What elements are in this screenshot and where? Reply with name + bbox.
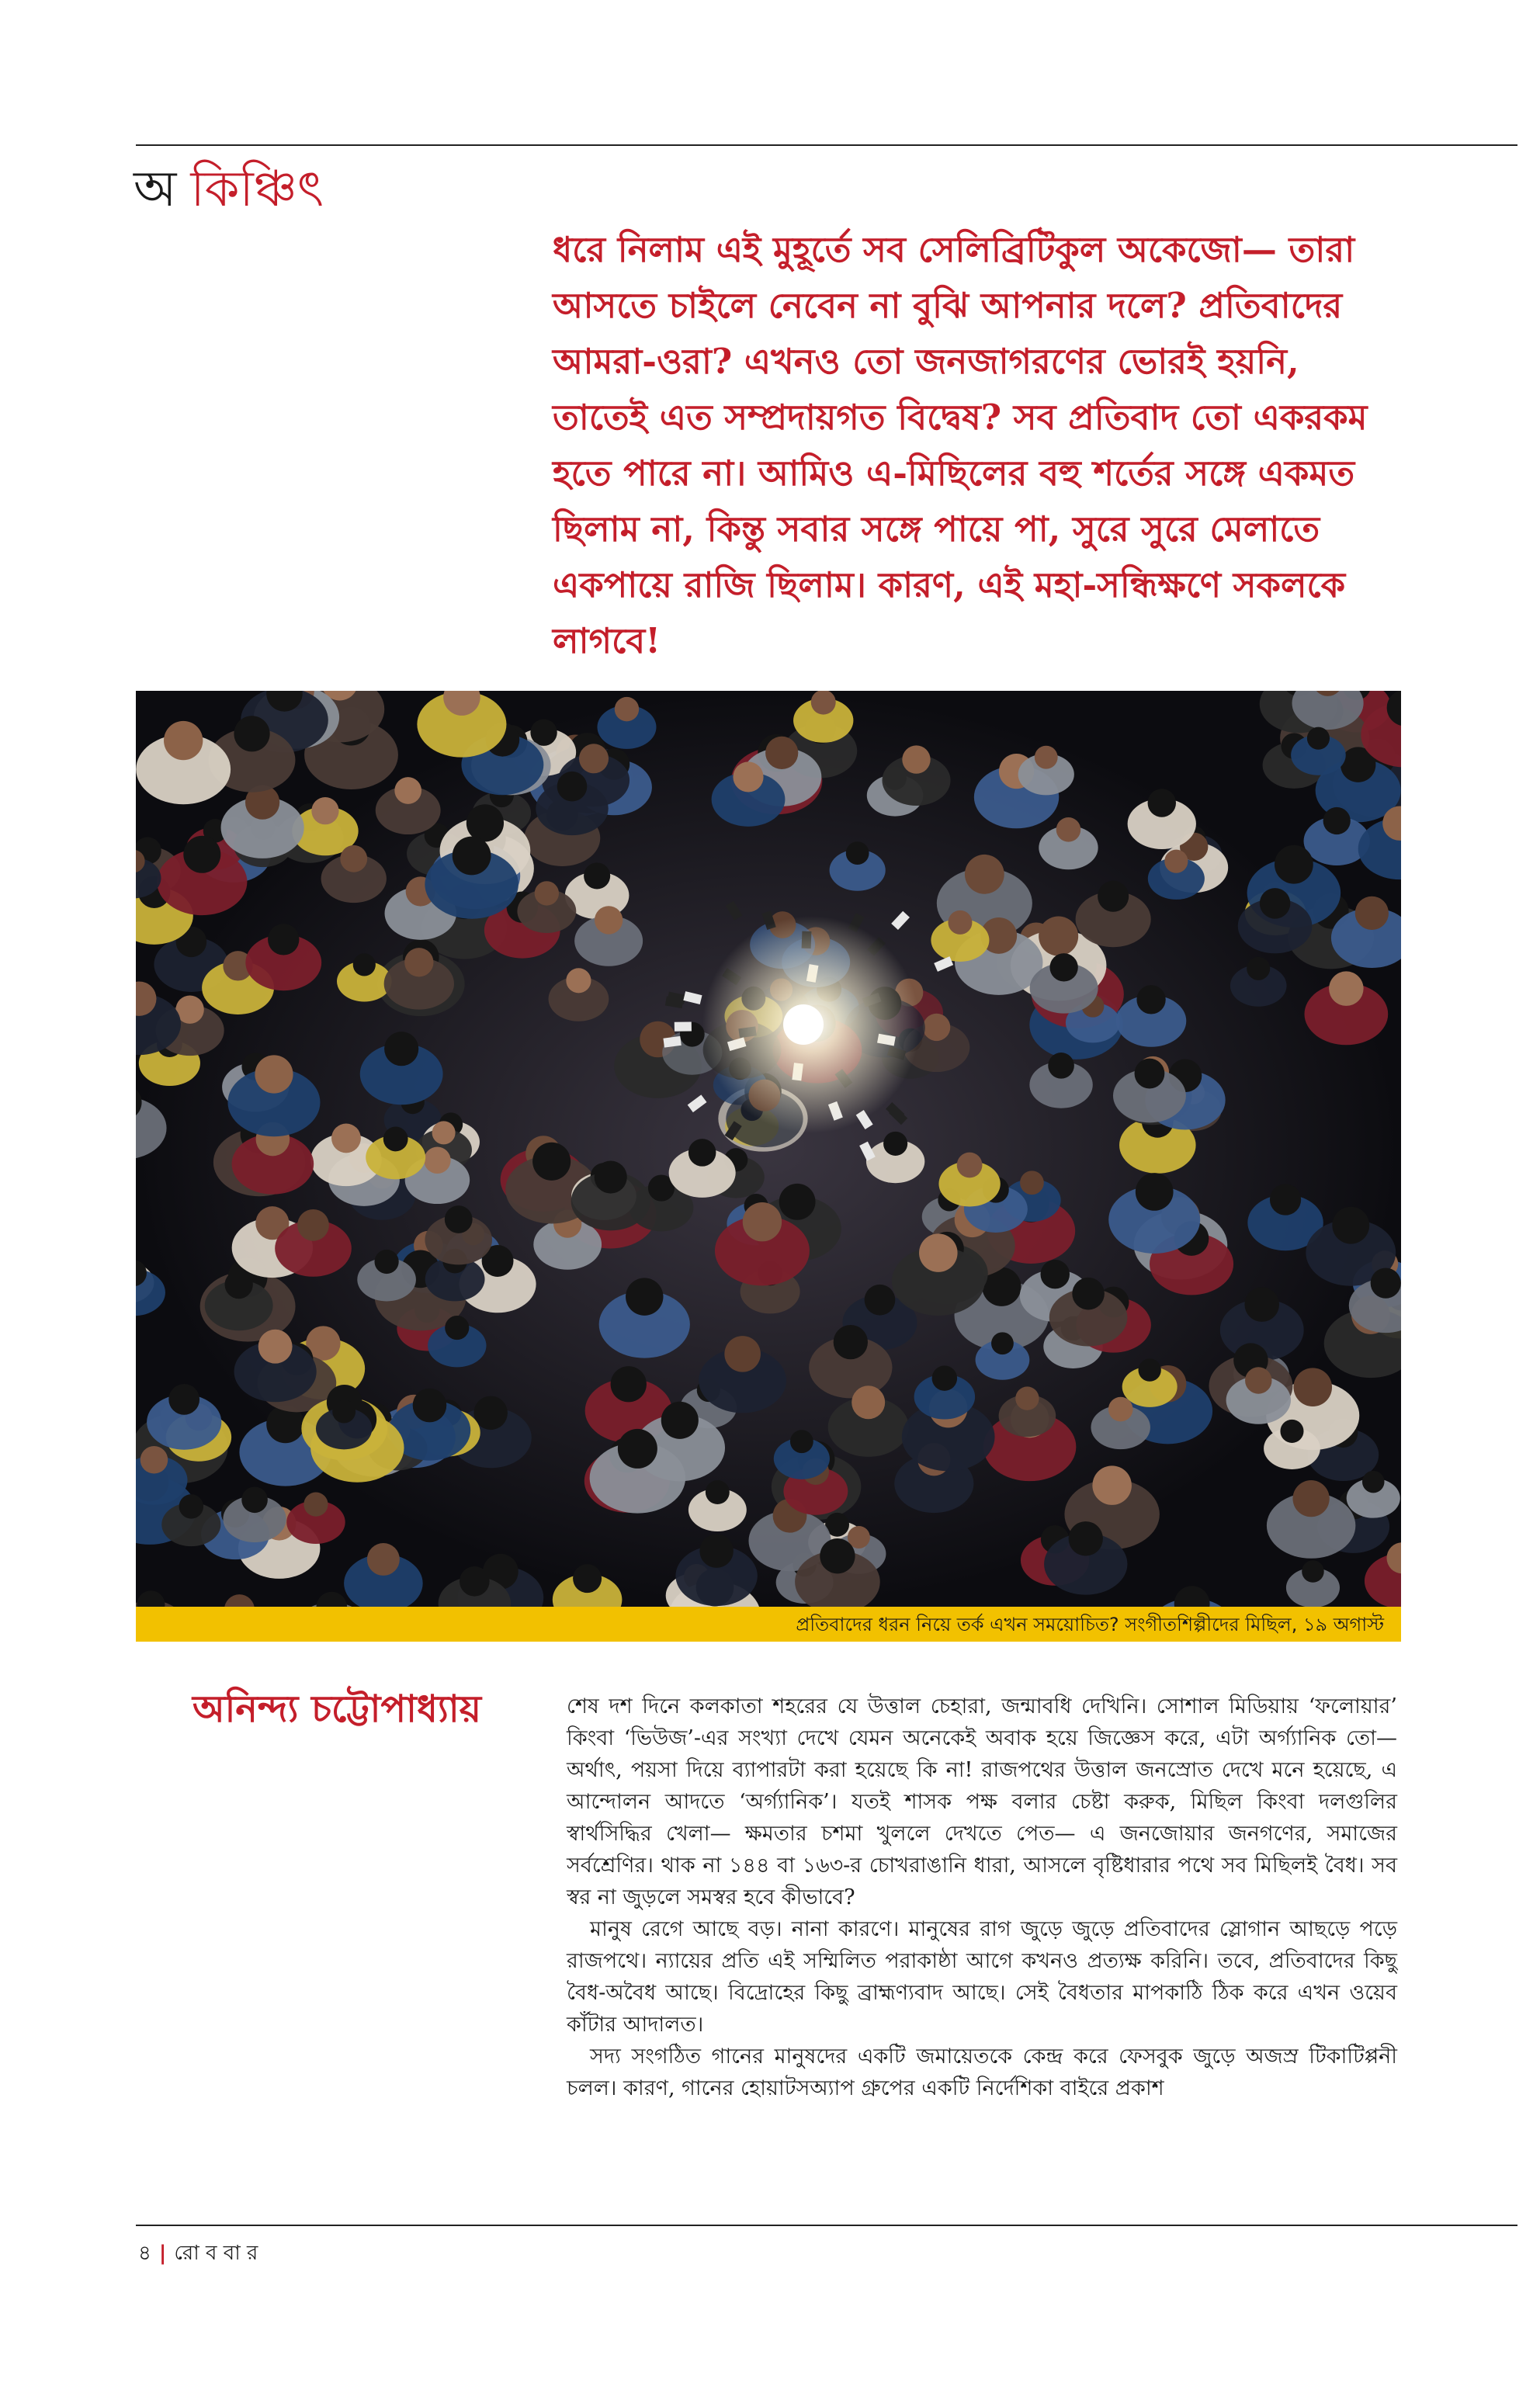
section-prefix: অ — [134, 161, 177, 218]
article-paragraph: সদ্য সংগঠিত গানের মানুষদের একটি জমায়েতকে কেন্দ্র করে ফেসবুক জুড়ে অজস্র টিকাটিপ্পনী চলল। কারণ, গানের হোয়াটসঅ্যাপ গ্রুপের একটি নির্দেশিকা বাইরে প্রকাশ — [567, 2044, 1397, 2100]
author-byline: অনিন্দ্য চট্টোপাধ্যায় — [192, 1687, 481, 1731]
section-title: কিঞ্চিৎ — [190, 161, 324, 218]
article-paragraph: মানুষ রেগে আছে বড়। নানা কারণে। মানুষের রাগ জুড়ে জুড়ে প্রতিবাদের স্লোগান আছড়ে পড়ে রাজপথে। ন্যায়ের প্রতি এই সম্মিলিত পরাকাষ্ঠা আগে কখনও প্রত্যক্ষ করিনি। তবে, প্রতিবাদের কিছু বৈধ-অবৈধ আছে। বিদ্রোহের কিছু ব্রাহ্মণ্যবাদ আছে। সেই বৈধতার মাপকাঠি ঠিক করে এখন ওয়েব কাঁটার আদালত। — [567, 1917, 1397, 2037]
publication-name: রো ব বা র — [174, 2242, 258, 2265]
top-rule — [136, 144, 1517, 146]
photo-caption-bar — [136, 1607, 1401, 1642]
crowd-photo — [136, 691, 1401, 1607]
page-number: ৪ — [138, 2242, 151, 2265]
article-body — [567, 1691, 1397, 2104]
crowd-photo-illustration — [136, 691, 1401, 1607]
photo-caption: প্রতিবাদের ধরন নিয়ে তর্ক এখন সময়োচিত? সংগীতশিল্পীদের মিছিল, ১৯ অগাস্ট — [796, 1614, 1384, 1635]
folio-separator: | — [158, 2242, 167, 2265]
pullquote: ধরে নিলাম এই মুহূর্তে সব সেলিব্রিটিকুল অকেজো— তারা আসতে চাইলে নেবেন না বুঝি আপনার দলে? প্রতিবাদের আমরা-ওরা? এখনও তো জনজাগরণের ভোরই হয়নি, তাতেই এত সম্প্রদায়গত বিদ্বেষ? সব প্রতিবাদ তো একরকম হতে পারে না। আমিও এ-মিছিলের বহু শর্তের সঙ্গে একমত ছিলাম না, কিন্তু সবার সঙ্গে পায়ে পা, সুরে সুরে মেলাতে একপায়ে রাজি ছিলাম। কারণ, এই মহা-সন্ধিক্ষণে সকলকে লাগবে! — [553, 229, 1368, 661]
bottom-rule — [136, 2225, 1517, 2226]
section-label — [134, 161, 324, 218]
page-folio — [138, 2242, 258, 2265]
article-paragraph: শেষ দশ দিনে কলকাতা শহরের যে উত্তাল চেহারা, জন্মাবধি দেখিনি। সোশাল মিডিয়ায় ‘ফলোয়ার’ কিংবা ‘ভিউজ’-এর সংখ্যা দেখে যেমন অনেকেই অবাক হয়ে জিজ্ঞেস করে, এটা অর্গ্যানিক তো— অর্থাৎ, পয়সা দিয়ে ব্যাপারটা করা হয়েছে কি না! রাজপথের উত্তাল জনস্রোত দেখে মনে হয়েছে, এ আন্দোলন আদতে ‘অর্গ্যানিক’। যতই শাসক পক্ষ বলার চেষ্টা করুক, মিছিল কিংবা দলগুলির স্বার্থসিদ্ধির খেলা— ক্ষমতার চশমা খুললে দেখতে পেত— এ জনজোয়ার জনগণের, সমাজের সর্বশ্রেণির। থাক না ১৪৪ বা ১৬৩-র চোখরাঙানি ধারা, আসলে বৃষ্টিধারার পথে সব মিছিলই বৈধ। সব স্বর না জুড়লে সমস্বর হবে কীভাবে? — [567, 1694, 1397, 1909]
